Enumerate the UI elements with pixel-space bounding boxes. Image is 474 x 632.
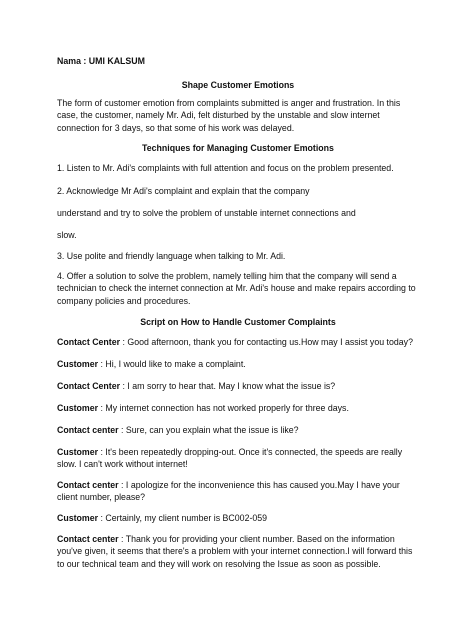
speaker-label: Customer: [57, 513, 99, 523]
technique-item-2-continued-2: slow.: [57, 230, 77, 240]
script-line: [57, 424, 419, 436]
speech-text: : Good afternoon, thank you for contacting us.How may I assist you today?: [120, 337, 413, 347]
script-line: [57, 533, 419, 570]
script-line: [57, 512, 419, 524]
speaker-label: Customer: [57, 403, 99, 413]
speaker-label: Contact center: [57, 534, 119, 544]
section-title-emotions: Shape Customer Emotions: [181, 80, 295, 90]
section-title-script: Script on How to Handle Customer Complaints: [140, 317, 336, 327]
speaker-label: Customer: [57, 359, 99, 369]
speech-text: : Sure, can you explain what the issue is like?: [118, 425, 299, 435]
emotions-paragraph: The form of customer emotion from complaints submitted is anger and frustration. In this case, the customer, namely Mr. Adi, felt disturbed by the unstable and slow internet connection for 3 days, so that some of his work was delayed.: [57, 98, 401, 133]
technique-item-1: 1. Listen to Mr. Adi's complaints with full attention and focus on the problem presented.: [57, 163, 394, 173]
speech-text: : It's been repeatedly dropping-out. Once it's connected, the speeds are really slow. I can't work without internet!: [57, 447, 403, 470]
speech-text: : Certainly, my client number is BC002-059: [98, 513, 268, 523]
script-line: [57, 402, 419, 414]
speaker-label: Contact Center: [57, 381, 121, 391]
section-title-techniques: Techniques for Managing Customer Emotions: [142, 143, 334, 153]
speech-text: : I am sorry to hear that. May I know what the issue is?: [120, 381, 336, 391]
script-line: [57, 358, 419, 370]
student-name: Nama : UMI KALSUM: [57, 56, 145, 66]
speaker-label: Contact Center: [57, 337, 121, 347]
technique-item-3: 3. Use polite and friendly language when talking to Mr. Adi.: [57, 251, 286, 261]
speech-text: : My internet connection has not worked properly for three days.: [98, 403, 349, 413]
speech-text: : I apologize for the inconvenience this has caused you.May I have your client number, please?: [57, 480, 400, 503]
technique-item-2: 2. Acknowledge Mr Adi's complaint and explain that the company: [57, 186, 310, 196]
speech-text: : Thank you for providing your client number. Based on the information you've given, it seems that there's a problem with your internet connection.I will forward this to our technical team and they will work on resolving the Issue as soon as possible.: [57, 534, 413, 569]
script-line: [57, 336, 419, 348]
script-line: [57, 479, 419, 504]
speaker-label: Contact center: [57, 480, 119, 490]
technique-item-4: 4. Offer a solution to solve the problem, namely telling him that the company will send a technician to check the internet connection at Mr. Adi's house and make repairs according to company policies and procedures.: [57, 271, 416, 306]
speech-text: : Hi, I would like to make a complaint.: [98, 359, 246, 369]
speaker-label: Contact center: [57, 425, 119, 435]
script-line: [57, 380, 419, 392]
speaker-label: Customer: [57, 447, 99, 457]
script-line: [57, 446, 419, 471]
technique-item-2-continued: understand and try to solve the problem of unstable internet connections and: [57, 208, 356, 218]
